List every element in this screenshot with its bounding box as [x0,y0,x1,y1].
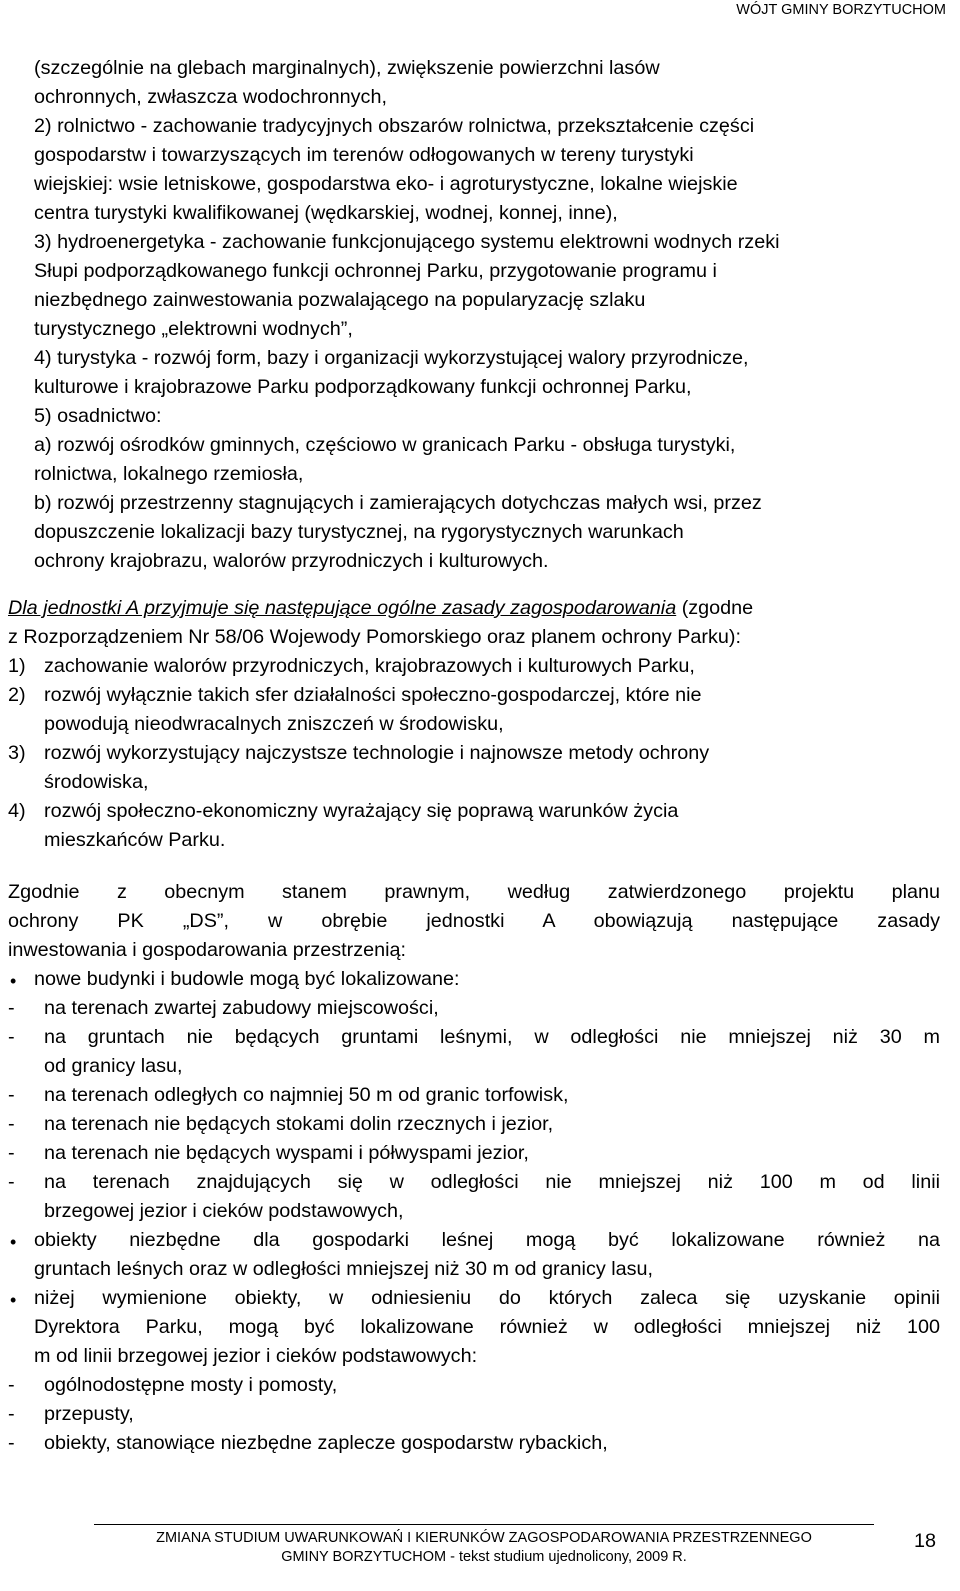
dash-icon: - [8,1432,15,1454]
dash-item-text: na terenach nie będących wyspami i półwyspami jezior, [44,1142,529,1164]
bullet-text: obiekty niezbędne dla gospodarki leśnej mogą być lokalizowane również na [34,1229,940,1251]
bullet-text: Dyrektora Parku, mogą być lokalizowane również w odległości mniejszej niż 100 [34,1316,940,1338]
bullet-text: m od linii brzegowej jezior i cieków podstawowych: [34,1345,478,1367]
dash-item-text: na gruntach nie będących gruntami leśnymi, w odległości nie mniejszej niż 30 m [44,1026,940,1048]
section3-intro-line: ochrony PK „DS”, w obrębie jednostki A obowiązują następujące zasady [8,910,940,932]
page-header: WÓJT GMINY BORZYTUCHOM [736,2,946,18]
bullet-text: niżej wymienione obiekty, w odniesieniu do których zaleca się uzyskanie opinii [34,1287,940,1309]
dash-icon: - [8,1171,15,1193]
dash-item-text: obiekty, stanowiące niezbędne zaplecze gospodarstw rybackich, [44,1432,608,1454]
dash-item-text: przepusty, [44,1403,134,1425]
bullet-icon: • [10,971,17,991]
text-line: gospodarstw i towarzyszących im terenów odłogowanych w tereny turystyki [34,144,694,166]
dash-item-text: ogólnodostępne mosty i pomosty, [44,1374,338,1396]
section3-intro-line: Zgodnie z obecnym stanem prawnym, według zatwierdzonego projektu planu [8,881,940,903]
dash-item-text: na terenach znajdujących się w odległości nie mniejszej niż 100 m od linii [44,1171,940,1193]
text-line: 5) osadnictwo: [34,405,162,427]
text-line: niezbędnego zainwestowania pozwalającego na popularyzację szlaku [34,289,646,311]
dash-item-text: na terenach nie będących stokami dolin rzecznych i jezior, [44,1113,554,1135]
footer-divider [94,1524,874,1525]
section2-intro-line2: z Rozporządzeniem Nr 58/06 Wojewody Pomorskiego oraz planem ochrony Parku): [8,626,741,648]
text-line: ochronnych, zwłaszcza wodochronnych, [34,86,387,108]
item-text: rozwój wykorzystujący najczystsze technologie i najnowsze metody ochrony [44,742,710,764]
footer-subtitle: GMINY BORZYTUCHOM - tekst studium ujednolicony, 2009 R. [281,1549,687,1565]
item-text: mieszkańców Parku. [44,829,226,851]
text-line: ochrony krajobrazu, walorów przyrodniczych i kulturowych. [34,550,549,572]
item-number: 3) [8,742,26,764]
footer-title: ZMIANA STUDIUM UWARUNKOWAŃ I KIERUNKÓW ZAGOSPODAROWANIA PRZESTRZENNEGO [156,1530,812,1546]
text-line: Słupi podporządkowanego funkcji ochronnej Parku, przygotowanie programu i [34,260,717,282]
dash-item-text: na terenach odległych co najmniej 50 m od granic torfowisk, [44,1084,569,1106]
text-line: centra turystyki kwalifikowanej (wędkarskiej, wodnej, konnej, inne), [34,202,618,224]
bullet-icon: • [10,1232,17,1252]
dash-icon: - [8,1113,15,1135]
bullet-icon: • [10,1290,17,1310]
dash-icon: - [8,1374,15,1396]
dash-icon: - [8,1026,15,1048]
text-line: a) rozwój ośrodków gminnych, częściowo w granicach Parku - obsługa turystyki, [34,434,736,456]
intro-rest: (zgodne [676,597,754,619]
text-line: 3) hydroenergetyka - zachowanie funkcjonującego systemu elektrowni wodnych rzeki [34,231,780,253]
text-line: (szczególnie na glebach marginalnych), zwiększenie powierzchni lasów [34,57,660,79]
dash-item-text: brzegowej jezior i cieków podstawowych, [44,1200,404,1222]
item-text: powodują nieodwracalnych zniszczeń w środowisku, [44,713,504,735]
text-line: dopuszczenie lokalizacji bazy turystycznej, na rygorystycznych warunkach [34,521,684,543]
item-number: 4) [8,800,26,822]
dash-item-text: na terenach zwartej zabudowy miejscowości, [44,997,439,1019]
text-line: wiejskiej: wsie letniskowe, gospodarstwa eko- i agroturystyczne, lokalne wiejskie [34,173,738,195]
text-line: b) rozwój przestrzenny stagnujących i zamierających dotychczas małych wsi, przez [34,492,762,514]
dash-icon: - [8,1084,15,1106]
dash-icon: - [8,997,15,1019]
dash-icon: - [8,1403,15,1425]
item-text: zachowanie walorów przyrodniczych, krajobrazowych i kulturowych Parku, [44,655,695,677]
page-number: 18 [914,1530,937,1552]
section2-intro [8,599,753,619]
item-text: rozwój społeczno-ekonomiczny wyrażający się poprawą warunków życia [44,800,679,822]
bullet-text: gruntach leśnych oraz w odległości mniejszej niż 30 m od granicy lasu, [34,1258,654,1280]
dash-icon: - [8,1142,15,1164]
text-line: 2) rolnictwo - zachowanie tradycyjnych obszarów rolnictwa, przekształcenie części [34,115,755,137]
item-text: rozwój wyłącznie takich sfer działalności społeczno-gospodarczej, które nie [44,684,702,706]
bullet-text: nowe budynki i budowle mogą być lokalizowane: [34,968,460,990]
intro-italic: Dla jednostki A przyjmuje się następujące ogólne zasady zagospodarowania [8,597,677,619]
item-number: 1) [8,655,26,677]
section3-intro-line: inwestowania i gospodarowania przestrzenią: [8,939,407,961]
item-text: środowiska, [44,771,149,793]
text-line: kulturowe i krajobrazowe Parku podporządkowany funkcji ochronnej Parku, [34,376,692,398]
dash-item-text: od granicy lasu, [44,1055,183,1077]
item-number: 2) [8,684,26,706]
text-line: 4) turystyka - rozwój form, bazy i organizacji wykorzystującej walory przyrodnicze, [34,347,749,369]
text-line: rolnictwa, lokalnego rzemiosła, [34,463,304,485]
text-line: turystycznego „elektrowni wodnych”, [34,318,353,340]
